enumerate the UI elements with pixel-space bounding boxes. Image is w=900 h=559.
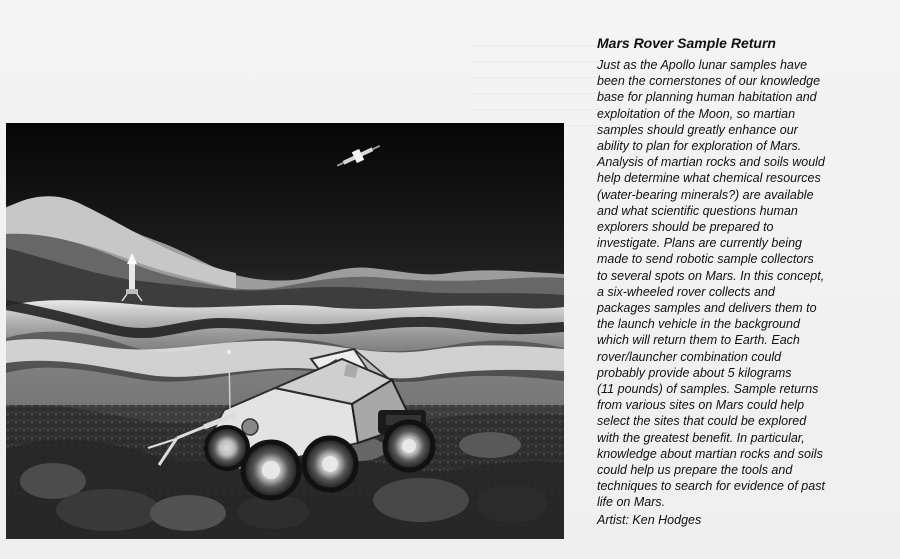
- article-body-line: to several spots on Mars. In this concept,: [597, 268, 825, 283]
- article-body-line: ability to plan for exploration of Mars.: [597, 139, 802, 154]
- mars-rover-artwork: [6, 123, 564, 539]
- article-body-line: techniques to search for evidence of past: [597, 479, 825, 494]
- artist-credit: Artist: Ken Hodges: [597, 512, 702, 527]
- mars-landscape-illustration: [6, 123, 564, 539]
- faint-show-through-text: [470, 35, 600, 130]
- article-body-line: a six-wheeled rover collects and: [597, 284, 775, 299]
- article-body: [597, 57, 882, 511]
- article-body-line: made to send robotic sample collectors: [597, 252, 814, 267]
- article-body-line: the launch vehicle in the background: [597, 317, 800, 332]
- article-title: Mars Rover Sample Return: [597, 35, 776, 51]
- article-body-line: Analysis of martian rocks and soils would: [597, 155, 825, 170]
- article-body-line: knowledge about martian rocks and soils: [597, 446, 823, 461]
- article-body-line: probably provide about 5 kilograms: [597, 365, 792, 380]
- article-body-line: explorers should be prepared to: [597, 220, 774, 235]
- article-body-line: select the sites that could be explored: [597, 414, 807, 429]
- article-body-line: Just as the Apollo lunar samples have: [597, 58, 808, 72]
- article-body-line: packages samples and delivers them to: [597, 301, 817, 316]
- article-caption: [597, 34, 882, 528]
- article-body-line: (water-bearing minerals?) are available: [597, 187, 814, 202]
- article-body-line: samples should greatly enhance our: [597, 122, 798, 137]
- article-body-line: investigate. Plans are currently being: [597, 236, 802, 251]
- article-body-line: which will return them to Earth. Each: [597, 333, 800, 348]
- article-body-line: from various sites on Mars could help: [597, 398, 805, 413]
- article-body-line: exploitation of the Moon, so martian: [597, 106, 796, 121]
- article-body-line: rover/launcher combination could: [597, 349, 782, 364]
- article-body-line: with the greatest benefit. In particular,: [597, 430, 805, 445]
- article-body-line: (11 pounds) of samples. Sample returns: [597, 382, 819, 397]
- article-body-line: help determine what chemical resources: [597, 171, 821, 186]
- article-body-line: could help us prepare the tools and: [597, 463, 793, 478]
- article-body-line: been the cornerstones of our knowledge: [597, 74, 821, 89]
- article-body-line: base for planning human habitation and: [597, 90, 817, 105]
- article-body-line: and what scientific questions human: [597, 203, 798, 218]
- article-body-line: life on Mars.: [597, 495, 666, 510]
